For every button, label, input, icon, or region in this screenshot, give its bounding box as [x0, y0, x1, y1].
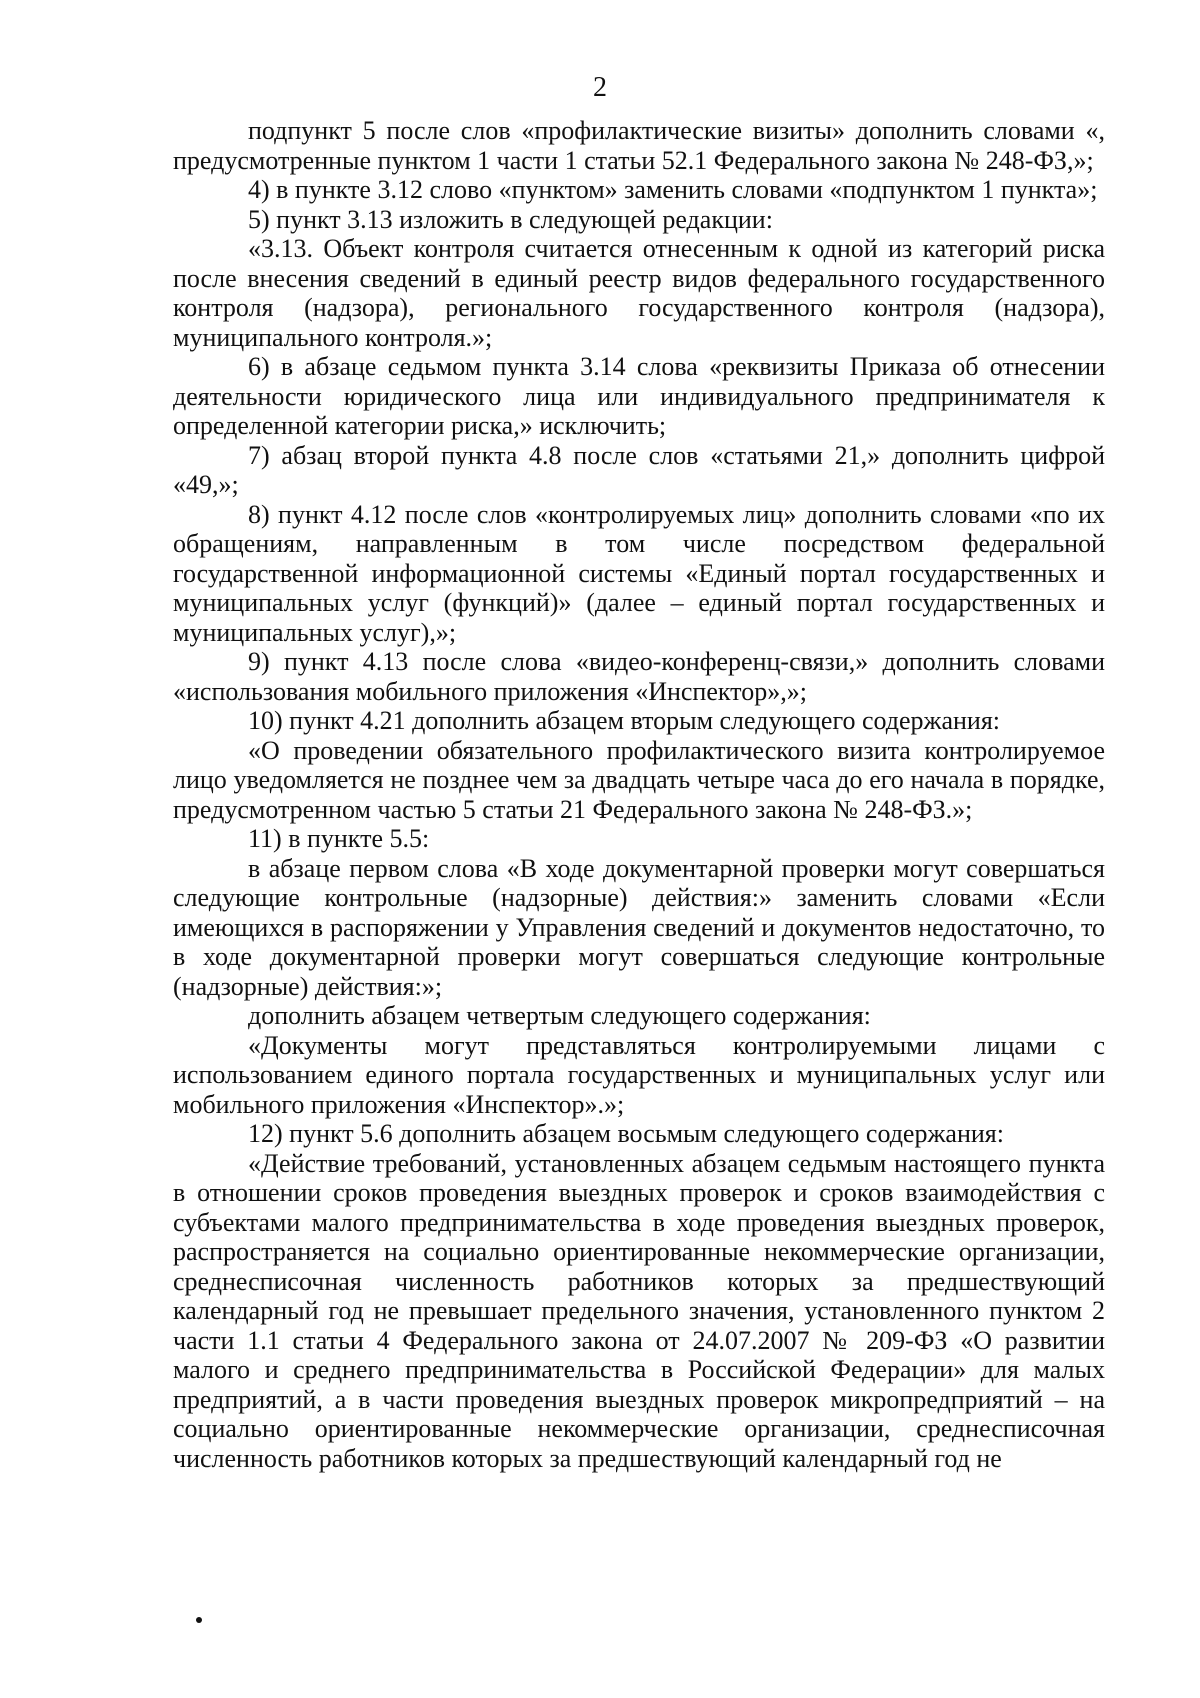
paragraph: 11) в пункте 5.5:	[248, 824, 430, 853]
paragraph: «3.13. Объект контроля считается отнесенным к одной из категорий риска после внесения сведений в единый реестр видов федерального государственного контроля (надзора), регионального государственного контроля (надзора), муниципального контроля.»;	[173, 234, 1105, 352]
paragraph: «Документы могут представляться контролируемыми лицами с использованием единого портала государственных и муниципальных услуг или мобильного приложения «Инспектор».»;	[173, 1030, 1105, 1119]
page-number: 2	[593, 72, 607, 103]
paragraph: 12) пункт 5.6 дополнить абзацем восьмым следующего содержания:	[248, 1119, 1004, 1148]
paragraph: 6) в абзаце седьмом пункта 3.14 слова «реквизиты Приказа об отнесении деятельности юридического лица или индивидуального предпринимателя к определенной категории риска,» исключить;	[173, 352, 1105, 440]
paragraph: подпункт 5 после слов «профилактические визиты» дополнить словами «, предусмотренные пунктом 1 части 1 статьи 52.1 Федерального закона № 248-ФЗ,»;	[173, 116, 1105, 175]
paragraph: 10) пункт 4.21 дополнить абзацем вторым следующего содержания:	[248, 706, 1001, 735]
paragraph: «Действие требований, установленных абзацем седьмым настоящего пункта в отношении сроков проведения выездных проверок и сроков взаимодействия с субъектами малого предпринимательства в ходе проведения выездных проверок, распространяется на социально ориентированные некоммерческие организации, среднесписочная численность работников которых за предшествующий календарный год не превышает предельного значения, установленного пунктом 2 части 1.1 статьи 4 Федерального закона от 24.07.2007 № 209-ФЗ «О развитии малого и среднего предпринимательства в Российской Федерации» для малых предприятий, а в части проведения выездных проверок микропредприятий – на социально ориентированные некоммерческие организации, среднесписочная численность работников которых за предшествующий календарный год не	[173, 1148, 1105, 1473]
paragraph: «О проведении обязательного профилактического визита контролируемое лицо уведомляется не позднее чем за двадцать четыре часа до его начала в порядке, предусмотренном частью 5 статьи 21 Федерального закона № 248-ФЗ.»;	[173, 735, 1105, 824]
scan-speck	[196, 1617, 202, 1623]
paragraph: 8) пункт 4.12 после слов «контролируемых лиц» дополнить словами «по их обращениям, направленным в том числе посредством федеральной государственной информационной системы «Единый портал государственных и муниципальных услуг (функций)» (далее – единый портал государственных и муниципальных услуг),»;	[173, 499, 1105, 647]
paragraph: 9) пункт 4.13 после слова «видео-конференц-связи,» дополнить словами «использования мобильного приложения «Инспектор»,»;	[173, 647, 1105, 706]
paragraph: дополнить абзацем четвертым следующего содержания:	[248, 1001, 871, 1030]
paragraph: 5) пункт 3.13 изложить в следующей редакции:	[248, 204, 773, 234]
document-body	[173, 116, 1105, 1473]
paragraph: 7) абзац второй пункта 4.8 после слов «статьями 21,» дополнить цифрой «49,»;	[173, 440, 1105, 499]
paragraph: в абзаце первом слова «В ходе документарной проверки могут совершаться следующие контрольные (надзорные) действия:» заменить словами «Если имеющихся в распоряжении у Управления сведений и документов недостаточно, то в ходе документарной проверки могут совершаться следующие контрольные (надзорные) действия:»;	[173, 853, 1105, 1001]
paragraph: 4) в пункте 3.12 слово «пунктом» заменить словами «подпунктом 1 пункта»;	[248, 175, 1098, 204]
